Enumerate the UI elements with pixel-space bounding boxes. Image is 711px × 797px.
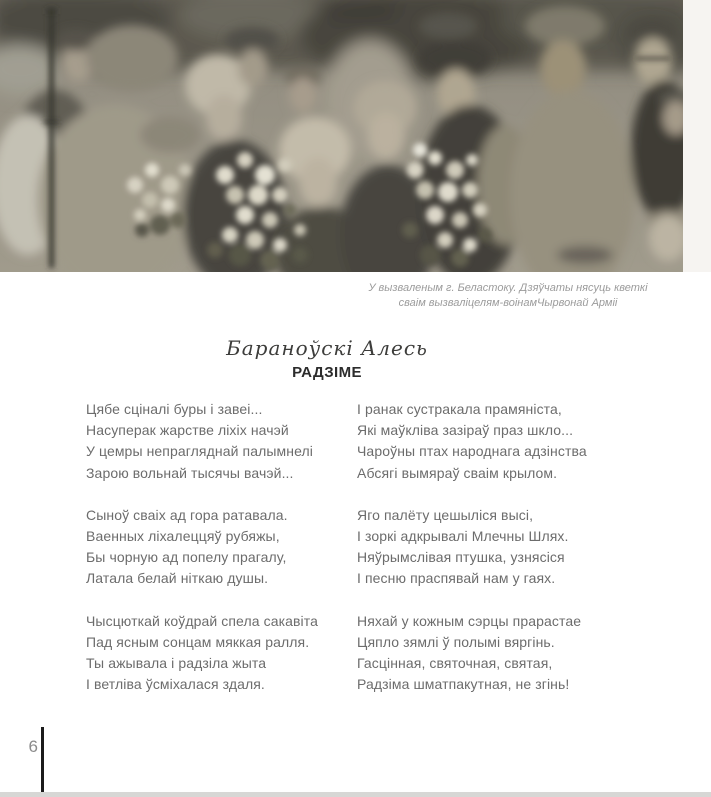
poem-line: І зоркі адкрывалі Млечны Шлях. xyxy=(357,528,569,545)
poem-line: Няўрымслівая птушка, узнясіся xyxy=(357,549,565,566)
poem-line: У цемры непрагляднай палымнелі xyxy=(86,443,313,460)
poem-line: І ранак сустракала прамяніста, xyxy=(357,401,562,417)
caption-line-1: У вызваленым г. Беластоку. Дзяўчаты нясуць кветкі xyxy=(368,282,648,294)
poem-line: Які маўкліва зазіраў праз шкло... xyxy=(357,422,574,439)
author-name: Бараноўскі Алесь xyxy=(226,336,428,360)
poem-line: Зарою вольнай тысячы вачэй... xyxy=(86,464,294,481)
poem-line: Чароўны птах народнага адзінства xyxy=(357,443,587,460)
stanza xyxy=(86,611,351,696)
liberation-photo xyxy=(0,0,683,272)
poem-line: Чысцюткай коўдрай спела сакавіта xyxy=(86,612,319,629)
poem-line: Ты ажывала і радзіла жыта xyxy=(86,655,267,672)
photo-caption xyxy=(348,281,668,311)
caption-line-2: сваім вызваліцелям-воінамЧырвонай Арміі xyxy=(398,297,618,309)
poem-line: Цяпло зямлі ў полымі вяргінь. xyxy=(357,633,555,650)
poem-line: Няхай у кожным сэрцы прарастае xyxy=(357,612,582,629)
poem-line: І ветліва ўсміхалася здаля. xyxy=(86,676,265,693)
poem-line: Пад ясным сонцам мяккая ралля. xyxy=(86,633,310,650)
stanza xyxy=(357,399,657,484)
page-number: 6 xyxy=(28,737,38,756)
page-bottom-edge xyxy=(0,792,711,797)
poem-line: Радзіма шматпакутная, не згінь! xyxy=(357,676,570,693)
photo-side-margin xyxy=(683,0,711,272)
poem-line: Гасцінная, святочная, святая, xyxy=(357,655,553,672)
poem-line: Насуперак жарстве ліхіх начэй xyxy=(86,422,289,439)
poem-line: Сыноў сваіх ад гора ратавала. xyxy=(86,506,288,523)
stanza xyxy=(86,505,351,590)
poem-line: І песню праспявай нам у гаях. xyxy=(357,570,556,587)
poem-column-left xyxy=(86,399,351,716)
poem-line: Бы чорную ад попелу прагалу, xyxy=(86,549,287,566)
stanza xyxy=(357,611,657,696)
poem-line: Цябе сціналі буры і завеі... xyxy=(86,401,263,417)
poem-line: Абсягі вымяраў сваім крылом. xyxy=(357,464,558,481)
photo-illustration xyxy=(0,0,683,272)
stanza xyxy=(86,399,351,484)
poem-title: РАДЗІМЕ xyxy=(292,364,362,381)
poem-line: Латала белай ніткаю душы. xyxy=(86,570,269,587)
stanza xyxy=(357,505,657,590)
poem-column-right xyxy=(357,399,657,716)
poem-line: Яго палёту цешыліся высі, xyxy=(357,506,534,523)
poem-line: Ваенных ліхалеццяў рубяжы, xyxy=(86,528,280,545)
footer-divider-bar xyxy=(41,727,44,792)
